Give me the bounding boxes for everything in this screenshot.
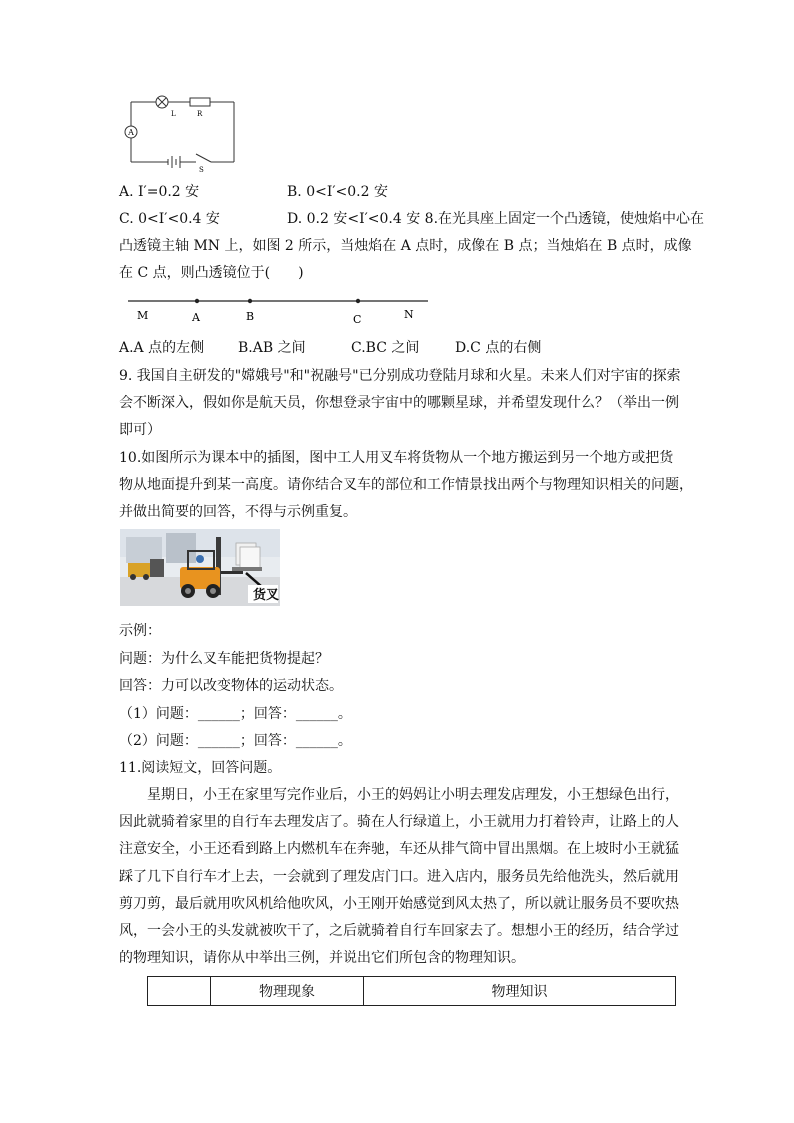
q10-example-title: 示例：: [119, 623, 161, 639]
ammeter-label: A: [128, 128, 134, 137]
q10-example-answer: 回答：力可以改变物体的运动状态。: [119, 678, 343, 694]
q9-line-3: 即可）: [119, 422, 161, 438]
q11-paragraph-line-2: 因此就骑着家里的自行车去理发店了。骑在人行绿道上，小王就用力打着铃声，让路上的人: [119, 814, 679, 830]
q8-line-3: 在 C 点，则凸透镜位于( ): [119, 265, 304, 281]
axis-label-m: M: [137, 309, 149, 322]
q10-blank-2: （2）问题：______；回答：______。: [119, 733, 352, 749]
q7-option-b: B. 0<I′<0.2 安: [287, 184, 388, 200]
q11-paragraph-line-1: 星期日，小王在家里写完作业后，小王的妈妈让小明去理发店理发，小王想绿色出行，: [147, 787, 679, 803]
fork-label: 货叉: [253, 588, 280, 603]
table-header-row: [148, 977, 676, 1006]
axis-label-c: C: [353, 313, 362, 325]
q11-paragraph-line-4: 踩了几下自行车才上去，一会就到了理发店门口。进入店内，服务员先给他洗头，然后就用: [119, 869, 679, 885]
q10-line-2: 物从地面提升到某一高度。请你结合叉车的部位和工作情景找出两个与物理知识相关的问题，: [119, 477, 693, 493]
q8-option-d: D.C 点的右侧: [455, 340, 542, 356]
q9-line-1: 9. 我国自主研发的"嫦娥号"和"祝融号"已分别成功登陆月球和火星。未来人们对宇宙的探索: [119, 368, 681, 384]
q11-answer-table: [147, 976, 676, 1006]
resistor-label: R: [197, 110, 203, 118]
table-header-blank: [148, 977, 211, 1006]
q11-paragraph-line-3: 注意安全，小王还看到路上内燃机车在奔驰，车还从排气筒中冒出黑烟。在上坡时小王就猛: [119, 841, 679, 857]
axis-label-n: N: [404, 308, 414, 321]
q11-paragraph-line-6: 风，一会小王的头发就被吹干了，之后就骑着自行车回家去了。想想小王的经历，结合学过: [119, 923, 679, 939]
forklift-image: [120, 529, 280, 606]
q11-paragraph-line-7: 的物理知识，请你从中举出三例，并说出它们所包含的物理知识。: [119, 950, 525, 966]
q11-title: 11.阅读短文，回答问题。: [119, 760, 282, 776]
axis-label-a: A: [192, 311, 200, 324]
q9-line-2: 会不断深入，假如你是航天员，你想登录宇宙中的哪颗星球，并希望发现什么？（举出一例: [119, 395, 679, 411]
lamp-label: L: [171, 110, 176, 118]
switch-label: S: [199, 166, 204, 172]
q10-line-1: 10.如图所示为课本中的插图，图中工人用叉车将货物从一个地方搬运到另一个地方或把货: [119, 450, 674, 466]
q10-example-question: 问题：为什么叉车能把货物提起？: [119, 651, 329, 667]
q10-blank-1: （1）问题：______；回答：______。: [119, 706, 352, 722]
optical-axis-diagram: [125, 293, 435, 325]
q8-option-c: C.BC 之间: [351, 340, 420, 356]
circuit-diagram: [118, 90, 243, 172]
q7-option-a: A. I′=0.2 安: [119, 184, 200, 200]
q8-option-b: B.AB 之间: [238, 340, 306, 356]
axis-label-b: B: [246, 310, 255, 323]
q8-line-1: D. 0.2 安<I′<0.4 安 8.在光具座上固定一个凸透镜，使烛焰中心在: [287, 211, 705, 227]
table-header-phenomenon: 物理现象: [211, 977, 364, 1006]
q8-line-2: 凸透镜主轴 MN 上，如图 2 所示，当烛焰在 A 点时，成像在 B 点；当烛焰在 B 点时，成像: [119, 238, 692, 254]
table-header-knowledge: 物理知识: [364, 977, 676, 1006]
q8-option-a: A.A 点的左侧: [119, 340, 205, 356]
q10-line-3: 并做出简要的回答，不得与示例重复。: [119, 504, 357, 520]
q11-paragraph-line-5: 剪刀剪，最后就用吹风机给他吹风，小王刚开始感觉到风太热了，所以就让服务员不要吹热: [119, 896, 679, 912]
q7-option-c: C. 0<I′<0.4 安: [119, 211, 220, 227]
